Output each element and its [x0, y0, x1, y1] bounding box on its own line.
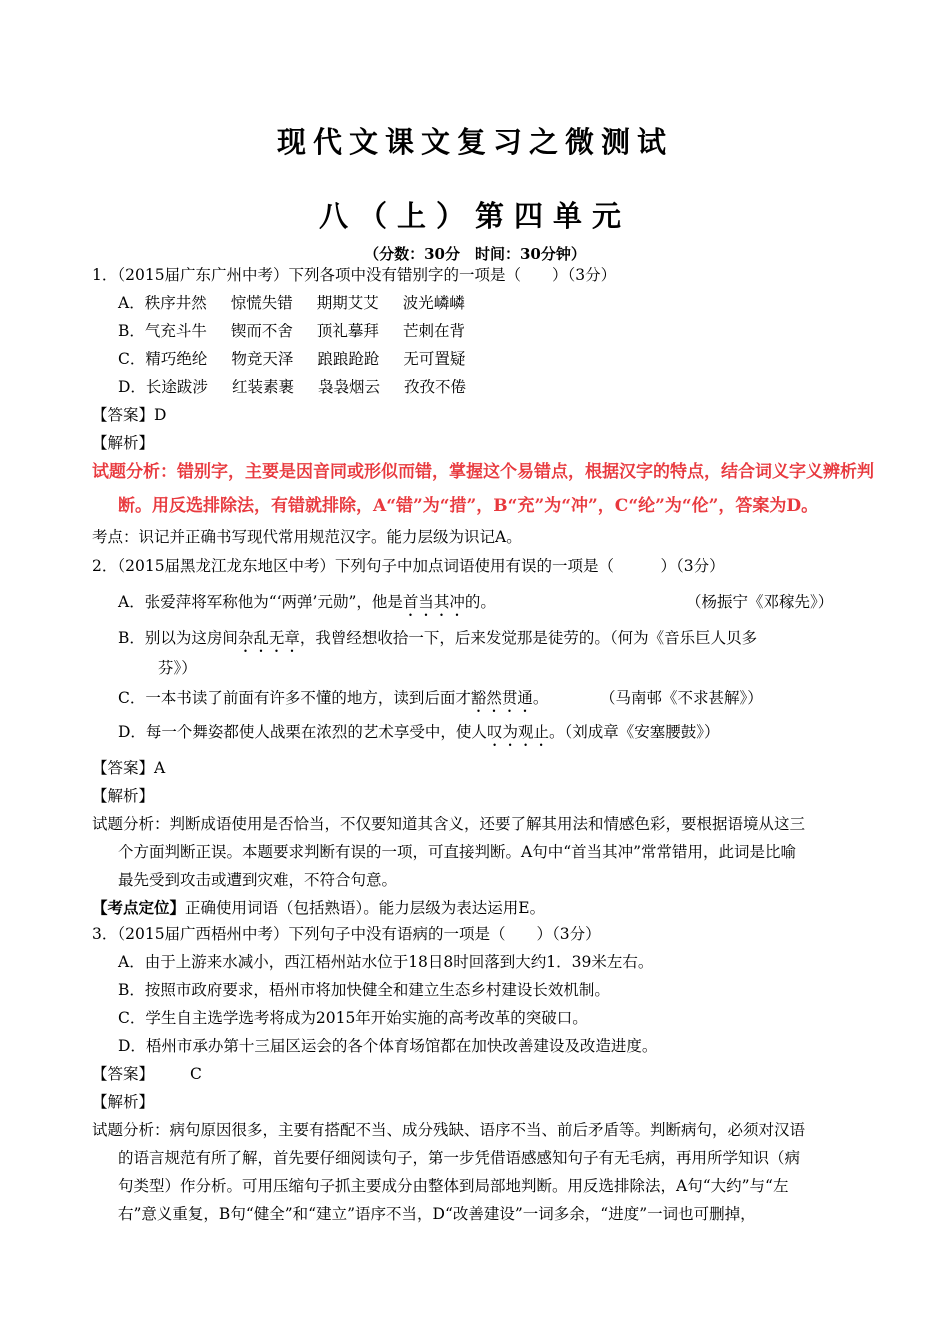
- q2-analysis-label: 【解析】: [92, 787, 155, 805]
- q2-c-source: （马南邨《不求甚解》）: [600, 689, 763, 707]
- q2-analysis-line1: 试题分析：判断成语使用是否恰当，不仅要知道其含义，还要了解其用法和情感色彩，要根据语境从这三: [92, 815, 806, 833]
- q2-a-end: 的。: [464, 593, 496, 611]
- q1-d-4: 孜孜不倦: [403, 378, 466, 396]
- q2-d-dotted-word: 叹为观止: [486, 723, 549, 741]
- q2-analysis-line3: 最先受到攻击或遭到灾难，不符合句意。: [118, 871, 398, 889]
- q2-answer: 【答案】A: [92, 759, 166, 777]
- q1-option-b: [118, 321, 489, 341]
- q1-kaodian: 考点：识记并正确书写现代常用规范汉字。能力层级为识记A。: [92, 528, 522, 546]
- q2-b-dotted-word: 杂乱无章: [237, 629, 300, 647]
- q1-a-1: A．秩序井然: [118, 294, 207, 312]
- q3-analysis-line2: 的语言规范有所了解，首先要仔细阅读句子，第一步凭借语感感知句子有无毛病，再用所学知识（病: [118, 1149, 801, 1167]
- q2-option-c: [118, 688, 548, 716]
- q2-option-a: [118, 592, 496, 620]
- q3-answer-value: C: [190, 1065, 202, 1083]
- q2-option-b: [118, 628, 757, 656]
- q1-c-3: 踉踉跄跄: [317, 350, 380, 368]
- q2-a-source: （杨振宁《邓稼先》）: [686, 593, 834, 611]
- q1-b-3: 顶礼摹拜: [316, 322, 379, 340]
- q2-option-d: [118, 722, 719, 750]
- q1-option-a: [118, 293, 489, 313]
- q3-option-d: D．梧州市承办第十三届区运会的各个体育场馆都在加快改善建设及改造进度。: [118, 1037, 658, 1055]
- q1-option-d: [118, 377, 490, 397]
- q1-stem: 1．（2015届广东广州中考）下列各项中没有错别字的一项是（ ）（3分）: [92, 266, 617, 284]
- q1-b-1: B．气充斗牛: [118, 322, 207, 340]
- q2-b-text: B．别以为这房间: [118, 629, 238, 647]
- q3-option-c: C．学生自主选学选考将成为2015年开始实施的高考改革的突破口。: [118, 1009, 588, 1027]
- q2-a-dotted-word: 首当其冲: [402, 593, 465, 611]
- score-time-info: （分数：30分 时间：30分钟）: [364, 245, 586, 263]
- q1-analysis-line2: 断。用反选排除法，有错就排除，A“错”为“措”，B“充”为“冲”，C“纶”为“伦”，答案为D。: [118, 496, 819, 516]
- q1-c-2: 物竞天泽: [231, 350, 294, 368]
- q3-stem: 3．（2015届广西梧州中考）下列句子中没有语病的一项是（ ）（3分）: [92, 925, 601, 943]
- q2-a-text: A．张爱萍将军称他为“‘两弹’元勋”，他是: [118, 593, 403, 611]
- q1-analysis-line1: 试题分析：错别字，主要是因音同或形似而错，掌握这个易错点，根据汉字的特点，结合词义字义辨析判: [92, 462, 874, 482]
- q1-d-2: 红装素裹: [231, 378, 294, 396]
- q2-c-end: 。: [532, 689, 549, 707]
- q2-c-dotted-word: 豁然贯通: [470, 689, 533, 707]
- q1-a-2: 惊慌失错: [230, 294, 293, 312]
- q1-b-2: 锲而不舍: [230, 322, 293, 340]
- q1-d-3: 袅袅烟云: [317, 378, 380, 396]
- q2-d-end: 。（刘成章《安塞腰鼓》）: [548, 723, 720, 741]
- q2-b-continued: 芬》）: [158, 659, 197, 677]
- document-subtitle: 八（上）第四单元: [318, 199, 631, 233]
- q2-kaodian-text: 正确使用词语（包括熟语）。能力层级为表达运用E。: [185, 899, 546, 917]
- q3-analysis-line4: 右”意义重复，B句“健全”和“建立”语序不当，D“改善建设”一词多余，“进度”一词也可删掉，: [118, 1205, 756, 1223]
- q1-d-1: D．长途跋涉: [118, 378, 208, 396]
- q3-option-b: B．按照市政府要求，梧州市将加快健全和建立生态乡村建设长效机制。: [118, 981, 610, 999]
- q1-b-4: 芒刺在背: [402, 322, 465, 340]
- q3-analysis-line3: 句类型）作分析。可用压缩句子抓主要成分由整体到局部地判断。用反选排除法，A句“大约”与“左: [118, 1177, 789, 1195]
- q2-kaodian: [92, 898, 545, 918]
- q2-b-end: ，我曾经想收拾一下，后来发觉那是徒劳的。（何为《音乐巨人贝多: [299, 629, 758, 647]
- q3-analysis-label: 【解析】: [92, 1093, 155, 1111]
- q1-answer: 【答案】D: [92, 406, 167, 424]
- q3-option-a: A．由于上游来水减小，西江梧州站水位于18日8时回落到大约1．39米左右。: [118, 953, 654, 971]
- q3-analysis-line1: 试题分析：病句原因很多，主要有搭配不当、成分残缺、语序不当、前后矛盾等。判断病句，必须对汉语: [92, 1121, 806, 1139]
- q2-c-text: C．一本书读了前面有许多不懂的地方，读到后面才: [118, 689, 471, 707]
- q1-c-4: 无可置疑: [403, 350, 466, 368]
- q3-answer: [92, 1064, 202, 1084]
- document-title: 现代文课文复习之微测试: [276, 125, 673, 159]
- q1-c-1: C．精巧绝纶: [118, 350, 208, 368]
- q2-analysis-line2: 个方面判断正误。本题要求判断有误的一项，可直接判断。A句中“首当其冲”常常错用，此词是比喻: [118, 843, 797, 861]
- q1-a-3: 期期艾艾: [316, 294, 379, 312]
- q1-analysis-label: 【解析】: [92, 434, 155, 452]
- q2-stem: 2．（2015届黑龙江龙东地区中考）下列句子中加点词语使用有误的一项是（ ）（3分）: [92, 557, 725, 575]
- q1-option-c: [118, 349, 489, 369]
- q1-a-4: 波光嶙嶙: [402, 294, 465, 312]
- q3-answer-label: 【答案】: [92, 1065, 155, 1083]
- q2-d-text: D．每一个舞姿都使人战栗在浓烈的艺术享受中，使人: [118, 723, 487, 741]
- q2-kaodian-label: 【考点定位】: [92, 898, 186, 917]
